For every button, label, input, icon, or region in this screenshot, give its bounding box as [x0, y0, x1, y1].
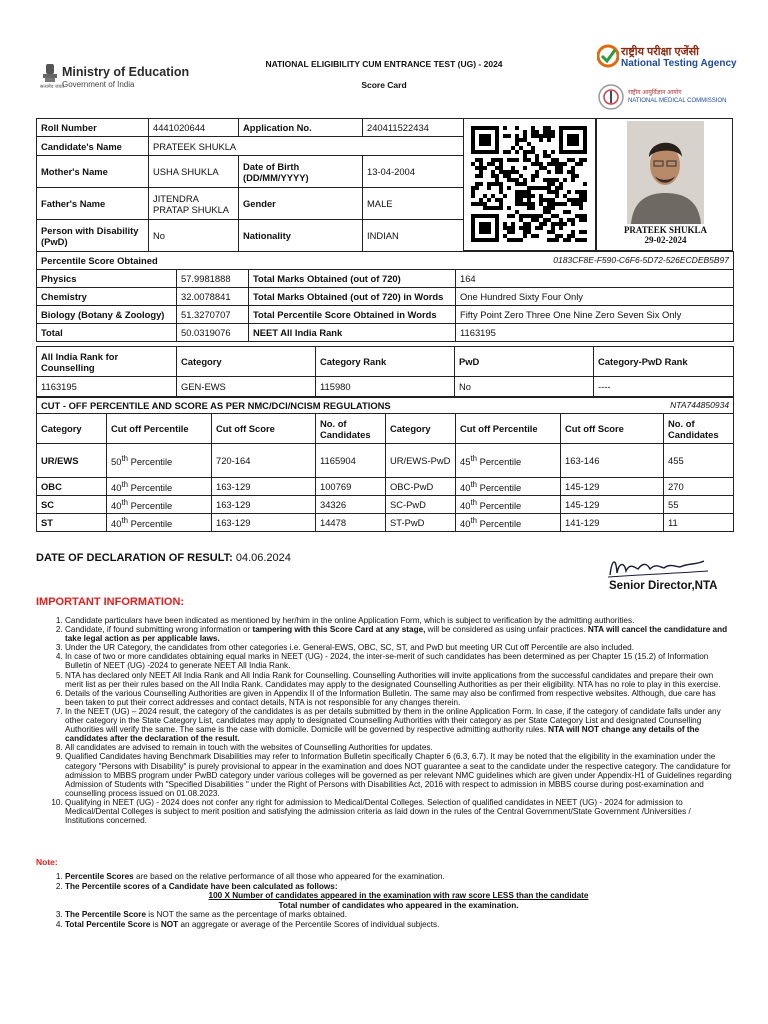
- cutoff-category-pwd: UR/EWS-PwD: [386, 444, 456, 478]
- all-india-rank-label: NEET All India Rank: [249, 324, 456, 342]
- rank-header: Category Rank: [316, 347, 455, 377]
- roll-number-label: Roll Number: [37, 119, 149, 137]
- candidate-photo: [627, 121, 704, 224]
- score-row: [37, 324, 734, 342]
- subject-label: Total: [37, 324, 177, 342]
- important-info-title: IMPORTANT INFORMATION:: [36, 596, 185, 608]
- declaration-date: [36, 552, 291, 564]
- total-marks-value: 164: [456, 270, 734, 288]
- ministry-title: Ministry of Education: [62, 65, 190, 79]
- list-item: 4. In case of two or more candidates obtaining equal marks in NEET (UG) - 2024, the inter-se-merit of such candidates has been determined as per Chapter 15 (15.2) of Information Bulletin of NEET (UG) -2024 to generate NEET All India Rank.: [65, 652, 732, 670]
- subject-label: Chemistry: [37, 288, 177, 306]
- cutoff-header: No. of Candidates: [316, 414, 386, 444]
- rank-header: All India Rank for Counselling: [37, 347, 177, 377]
- father-name-label: Father's Name: [37, 188, 149, 220]
- cutoff-score: 163-129: [212, 478, 316, 496]
- list-item: 2. The Percentile scores of a Candidate have been calculated as follows: 100 X Number of candidates appeared in the examination with raw score LESS than the candidate Total number of candidates who appeared in the examination.: [65, 882, 732, 911]
- photo-caption-date: 29-02-2024: [644, 235, 687, 245]
- percentile-score-table: [36, 251, 734, 342]
- qr-code-icon: [464, 119, 595, 250]
- ministry-subtitle: Government of India: [62, 80, 135, 89]
- cutoff-percentile: 40th Percentile: [107, 514, 212, 532]
- marks-words-value: One Hundred Sixty Four Only: [456, 288, 734, 306]
- photo-caption-name: PRATEEK SHUKLA: [623, 225, 708, 235]
- cutoff-header: Cut off Percentile: [107, 414, 212, 444]
- cutoff-candidates-pwd: 55: [664, 496, 734, 514]
- nmc-emblem-icon: [598, 84, 624, 110]
- declaration-label: DATE OF DECLARATION OF RESULT:: [36, 552, 233, 564]
- roll-number-value: 4441020644: [149, 119, 239, 137]
- all-india-rank-value: 1163195: [456, 324, 734, 342]
- dob-value: 13-04-2004: [363, 156, 464, 188]
- document-subtitle: Score Card: [361, 80, 407, 90]
- cutoff-candidates-pwd: 455: [664, 444, 734, 478]
- cutoff-percentile: 40th Percentile: [107, 478, 212, 496]
- list-item: 10. Qualifying in NEET (UG) - 2024 does not confer any right for admission to Medical/Dental Colleges. Selection of qualified candidates in NEET (UG) - 2024 for admission to Medical/Dental Colleges is subject to merit position and satisfying the admission criteria as laid down in the rules of the Central Government/State Government /Universities / Institutions concerned.: [65, 798, 732, 825]
- total-percentile: 50.0319076: [177, 324, 249, 342]
- cutoff-header: Cut off Percentile: [456, 414, 561, 444]
- score-row: [37, 270, 734, 288]
- pwd-label: Person with Disability (PwD): [37, 220, 149, 252]
- percentile-words-value: Fifty Point Zero Three One Nine Zero Seven Six Only: [456, 306, 734, 324]
- cutoff-category: OBC: [37, 478, 107, 496]
- subject-percentile: 57.9981888: [177, 270, 249, 288]
- note-list: [36, 872, 732, 930]
- candidate-photo-cell: [596, 118, 733, 251]
- declaration-date-value: 04.06.2024: [235, 552, 291, 564]
- score-row: [37, 306, 734, 324]
- list-item: 3. Under the UR Category, the candidates from other categories i.e. General-EWS, OBC, SC, ST, and PwD but meeting UR Cut off Percentile are also included.: [65, 643, 732, 652]
- rank-header: PwD: [455, 347, 594, 377]
- nta-english-name: National Testing Agency: [621, 58, 737, 69]
- cutoff-header: Cut off Score: [212, 414, 316, 444]
- cutoff-candidates: 1165904: [316, 444, 386, 478]
- percentile-words-label: Total Percentile Score Obtained in Words: [249, 306, 456, 324]
- dob-label: Date of Birth (DD/MM/YYYY): [239, 156, 363, 188]
- nta-logo: [597, 43, 737, 73]
- rank-value: ----: [594, 377, 734, 397]
- cutoff-score: 163-129: [212, 514, 316, 532]
- cutoff-code: NTA744850934: [561, 398, 734, 414]
- list-item: 2. Candidate, if found submitting wrong information or tampering with this Score Card at any stage, will be considered as using unfair practices. NTA will cancel the candidature and take legal action as per applicable laws.: [65, 625, 732, 643]
- nationality-label: Nationality: [239, 220, 363, 252]
- formula-numerator: 100 X Number of candidates appeared in the examination with raw score LESS than the candidate: [208, 891, 589, 901]
- application-no-label: Application No.: [239, 119, 363, 137]
- cutoff-candidates-pwd: 270: [664, 478, 734, 496]
- percentile-score-header: Percentile Score Obtained: [37, 252, 249, 270]
- cutoff-table: [36, 397, 734, 532]
- rank-table: [36, 346, 734, 397]
- list-item: 1. Candidate particulars have been indicated as mentioned by her/him in the online Application Form, which is subject to verification by the admitting authorities.: [65, 616, 732, 625]
- cutoff-row: [37, 496, 734, 514]
- cutoff-score-pwd: 141-129: [561, 514, 664, 532]
- rank-value: No: [455, 377, 594, 397]
- list-item: 5. NTA has declared only NEET All India Rank and All India Rank for Counselling. Counselling Authorities will invite applications from the successful candidates and prepare their own merit list as per their rules based on the All India Rank. Candidates may apply to the designated Counselling Authorities as per their eligibility. NTA has no role to play in this exercise.: [65, 671, 732, 689]
- cutoff-score: 720-164: [212, 444, 316, 478]
- list-item: 8. All candidates are advised to remain in touch with the websites of Counselling Authorities for updates.: [65, 743, 732, 752]
- cutoff-percentile: 50th Percentile: [107, 444, 212, 478]
- rank-header: Category: [177, 347, 316, 377]
- cutoff-score: 163-129: [212, 496, 316, 514]
- mother-name-value: USHA SHUKLA: [149, 156, 239, 188]
- cutoff-header: Cut off Score: [561, 414, 664, 444]
- important-info-list: [36, 616, 732, 825]
- candidate-name-label: Candidate's Name: [37, 137, 149, 156]
- qr-code-cell: [463, 118, 596, 251]
- cutoff-row: [37, 478, 734, 496]
- application-no-value: 240411522434: [363, 119, 464, 137]
- cutoff-header: Category: [386, 414, 456, 444]
- rank-value: 1163195: [37, 377, 177, 397]
- nmc-hindi-name: राष्ट्रीय आयुर्विज्ञान आयोग: [628, 90, 682, 96]
- cutoff-percentile: 40th Percentile: [107, 496, 212, 514]
- candidate-details-table: [36, 118, 464, 252]
- cutoff-score-pwd: 163-146: [561, 444, 664, 478]
- note-title: Note:: [36, 857, 58, 867]
- cutoff-category: SC: [37, 496, 107, 514]
- cutoff-header: Category: [37, 414, 107, 444]
- signature-icon: [604, 553, 714, 581]
- percentile-formula: [65, 891, 732, 910]
- cutoff-category-pwd: SC-PwD: [386, 496, 456, 514]
- cutoff-category-pwd: OBC-PwD: [386, 478, 456, 496]
- list-item: 3. The Percentile Score is NOT the same as the percentage of marks obtained.: [65, 910, 732, 920]
- mother-name-label: Mother's Name: [37, 156, 149, 188]
- cutoff-header: No. of Candidates: [664, 414, 734, 444]
- emblem-caption: सत्यमेव जयते: [40, 84, 65, 90]
- cutoff-category: ST: [37, 514, 107, 532]
- cutoff-candidates: 34326: [316, 496, 386, 514]
- cutoff-score-pwd: 145-129: [561, 478, 664, 496]
- nmc-logo: [598, 84, 733, 112]
- nmc-english-name: NATIONAL MEDICAL COMMISSION: [628, 98, 727, 104]
- cutoff-candidates: 14478: [316, 514, 386, 532]
- signer-title: Senior Director,NTA: [609, 580, 718, 592]
- cutoff-score-pwd: 145-129: [561, 496, 664, 514]
- cutoff-candidates: 100769: [316, 478, 386, 496]
- gender-label: Gender: [239, 188, 363, 220]
- list-item: 7. In the NEET (UG) – 2024 result, the category of the candidates is as per details submitted by them in the online Application Form. In case, if the category of candidate falls under any other category in the State Category List, candidates may apply to designated Counselling Authorities with their category as per State Category List and designated Counselling Authorities will verify the same. The same is the case with domicile. Domicile will be governed by respective admitting authority rules. NTA will NOT change any details of the candidates after the declaration of the result.: [65, 707, 732, 743]
- cutoff-row: [37, 444, 734, 478]
- rank-value: GEN-EWS: [177, 377, 316, 397]
- cutoff-percentile-pwd: 40th Percentile: [456, 514, 561, 532]
- document-title: NATIONAL ELIGIBILITY CUM ENTRANCE TEST (UG) - 2024: [265, 59, 503, 69]
- candidate-name-value: PRATEEK SHUKLA: [149, 137, 464, 156]
- nta-hindi-name: राष्ट्रीय परीक्षा एजेंसी: [621, 46, 699, 58]
- list-item: 9. Qualified Candidates having Benchmark Disabilities may refer to Information Bulletin specifically Chapter 6 (6.3, 6.7). It may be noted that the eligibility in the examination under the category "Persons with Disability" is purely provisional to appear in the examination and does NOT guarantee a seat to the candidate under the respective category. The candidature for admission to MBBS program under PwBD category under various colleges will be governed as per relevant NMC guidelines which are given under Appendix-H1 of Guidelines regarding Admission of Students with "Specified Disabilities " under the Right of Persons with Disabilities Act, 2016 with respect to admission in MBBS course during post-examination and counselling process issued on 01.08.2023.: [65, 752, 732, 797]
- score-card-code: 0183CF8E-F590-C6F6-5D72-526ECDEB5B97: [249, 252, 734, 270]
- cutoff-percentile-pwd: 40th Percentile: [456, 496, 561, 514]
- subject-percentile: 51.3270707: [177, 306, 249, 324]
- pwd-value: No: [149, 220, 239, 252]
- nta-emblem-icon: [597, 43, 619, 69]
- total-marks-label: Total Marks Obtained (out of 720): [249, 270, 456, 288]
- rank-header: Category-PwD Rank: [594, 347, 734, 377]
- list-item: 1. Percentile Scores are based on the relative performance of all those who appeared for the examination.: [65, 872, 732, 882]
- cutoff-category-pwd: ST-PwD: [386, 514, 456, 532]
- marks-words-label: Total Marks Obtained (out of 720) in Words: [249, 288, 456, 306]
- subject-label: Physics: [37, 270, 177, 288]
- cutoff-candidates-pwd: 11: [664, 514, 734, 532]
- list-item: 4. Total Percentile Score is NOT an aggregate or average of the Percentile Scores of individual subjects.: [65, 920, 732, 930]
- subject-percentile: 32.0078841: [177, 288, 249, 306]
- nationality-value: INDIAN: [363, 220, 464, 252]
- subject-label: Biology (Botany & Zoology): [37, 306, 177, 324]
- list-item: 6. Details of the various Counselling Authorities are given in Appendix II of the Information Bulletin. The same may also be confirmed from respective websites. Although, due care has been taken to put their correct addresses and contact details, NTA is not responsible for any changes therein.: [65, 689, 732, 707]
- cutoff-row: [37, 514, 734, 532]
- rank-value: 115980: [316, 377, 455, 397]
- formula-denominator: Total number of candidates who appeared in the examination.: [278, 900, 519, 910]
- gender-value: MALE: [363, 188, 464, 220]
- cutoff-percentile-pwd: 40th Percentile: [456, 478, 561, 496]
- score-row: [37, 288, 734, 306]
- cutoff-category: UR/EWS: [37, 444, 107, 478]
- father-name-value: JITENDRA PRATAP SHUKLA: [149, 188, 239, 220]
- cutoff-title: CUT - OFF PERCENTILE AND SCORE AS PER NMC/DCI/NCISM REGULATIONS: [37, 398, 561, 414]
- cutoff-percentile-pwd: 45th Percentile: [456, 444, 561, 478]
